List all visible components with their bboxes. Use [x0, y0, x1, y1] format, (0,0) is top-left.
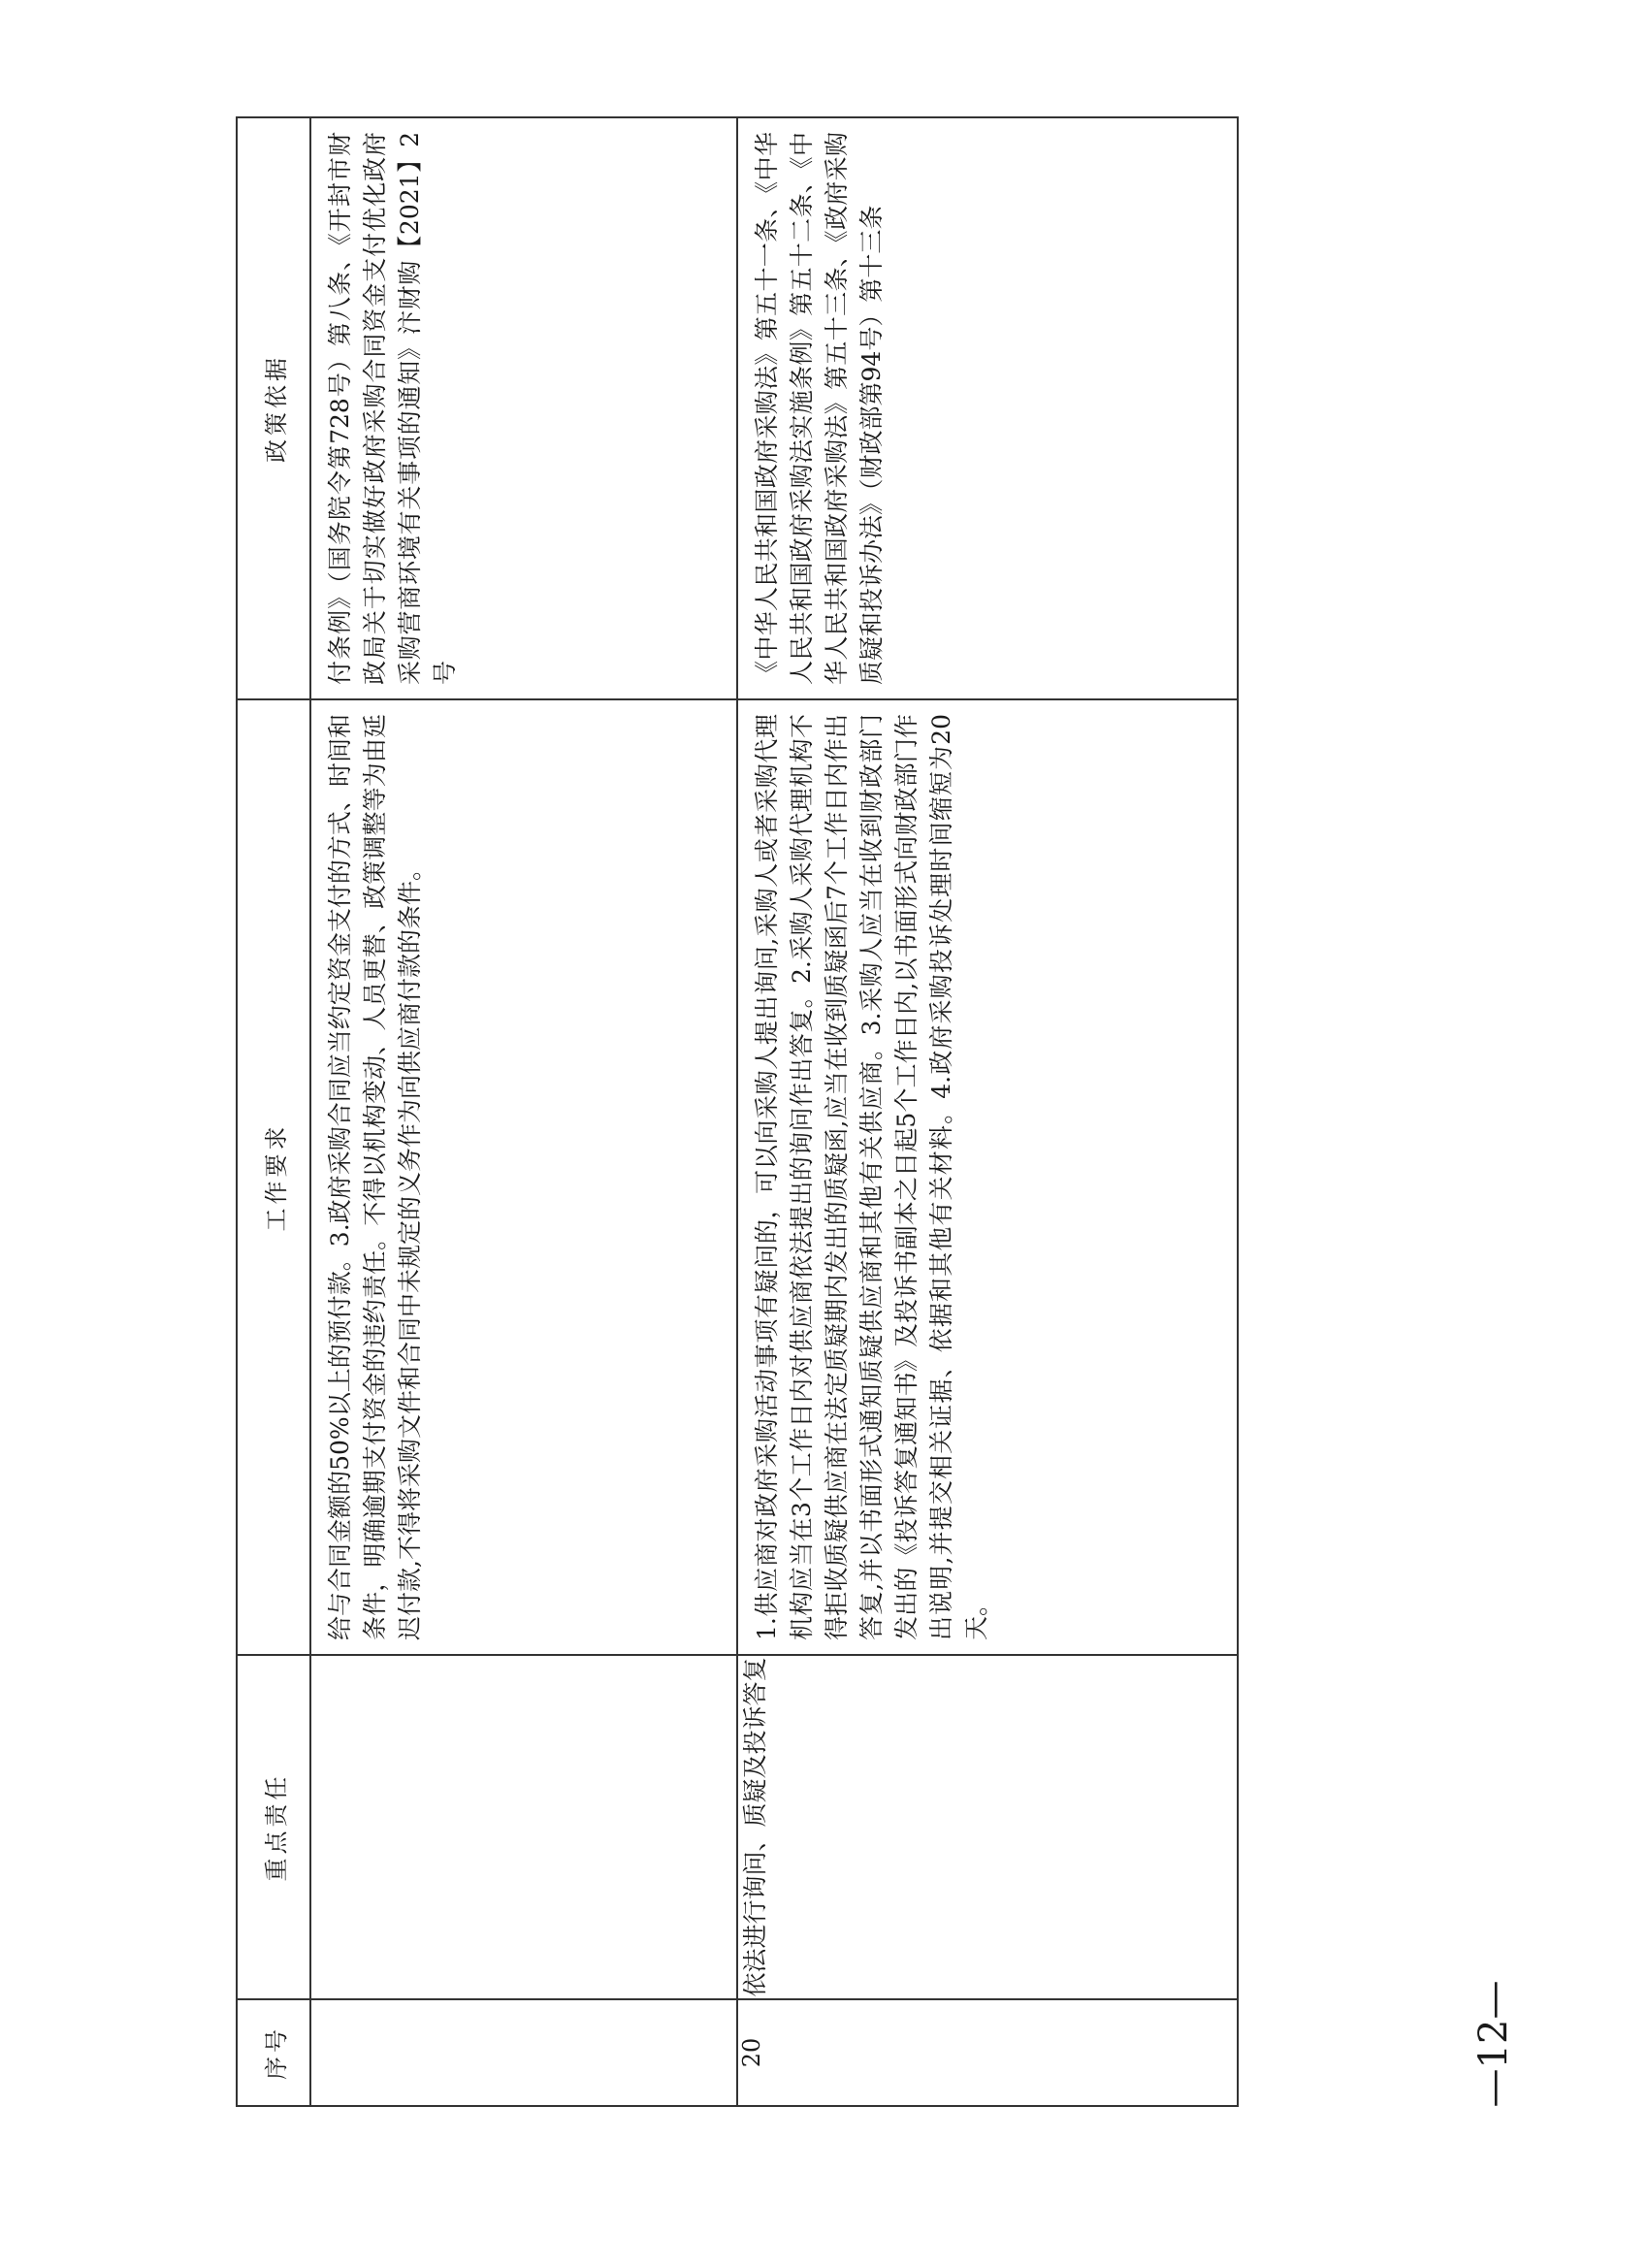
header-requirements: 工作要求 — [237, 699, 310, 1655]
row-seq: 20 — [737, 1999, 1238, 2106]
table-row — [310, 117, 737, 2106]
row-responsibility — [310, 1655, 737, 1999]
row-basis: 付条例》（国务院令第728号）第八条、《开封市财政局关于切实做好政府采购合同资金支付优化政府采购营商环境有关事项的通知》汴财购【2021】2号 — [326, 132, 459, 685]
row-requirements: 给与合同金额的50%以上的预付款。3.政府采购合同应当约定资金支付的方式、时间和条件，明确逾期支付资金的违约责任。不得以机构变动、人员更替、政策调整等为由延迟付款,不得将采购文件和合同中未规定的义务作为向供应商付款的条件。 — [326, 714, 424, 1640]
table-header-row — [237, 117, 310, 2106]
table-row — [737, 117, 1238, 2106]
page-number-text: —12— — [1471, 1980, 1516, 2108]
row-requirements-cell — [310, 699, 737, 1655]
header-basis: 政策依据 — [237, 117, 310, 699]
row-requirements-cell — [737, 699, 1238, 1655]
row-basis-cell — [737, 117, 1238, 699]
header-responsibility: 重点责任 — [237, 1655, 310, 1999]
row-requirements: 1.供应商对政府采购活动事项有疑问的，可以向采购人提出询问,采购人或者采购代理机构应当在3个工作日内对供应商依法提出的询问作出答复。2.采购人采购代理机构不得拒收质疑供应商在法定质疑期内发出的质疑函,应当在收到质疑函后7个工作日内作出答复,并以书面形式通知质疑供应商和其他有关供应商。3.采购人应当在收到财政部门发出的《投诉答复通知书》及投诉书副本之日起5个工作日内,以书面形式向财政部门作出说明,并提交相关证据、依据和其他有关材料。4.政府采购投诉处理时间缩短为20天。 — [753, 714, 990, 1640]
policy-table — [236, 116, 1239, 2107]
rotated-page — [236, 118, 1235, 2107]
page-number — [1465, 1971, 1523, 2117]
row-seq — [310, 1999, 737, 2106]
row-basis: 《中华人民共和国政府采购法》第五十一条、《中华人民共和国政府采购法实施条例》第五十二条、《中华人民共和国政府采购法》第五十三条、《政府采购质疑和投诉办法》（财政部第94号）第十三条 — [753, 132, 886, 685]
row-basis-cell — [310, 117, 737, 699]
row-responsibility: 依法进行询问、质疑及投诉答复 — [737, 1655, 1238, 1999]
header-seq: 序号 — [237, 1999, 310, 2106]
